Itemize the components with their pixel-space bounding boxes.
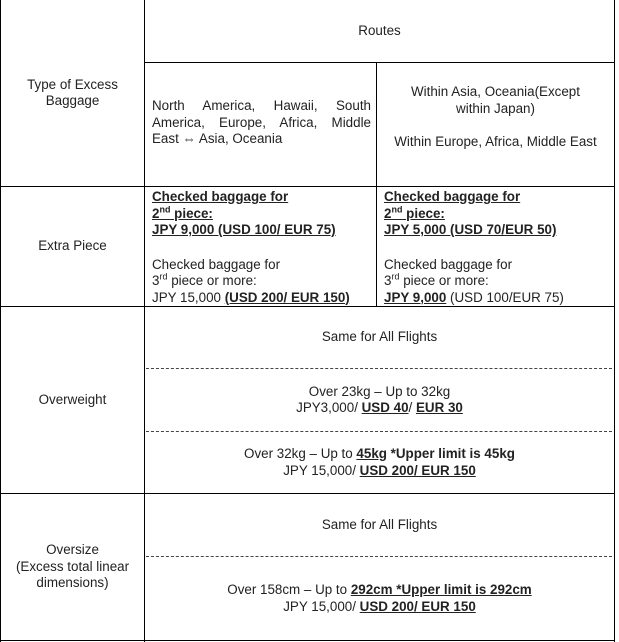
oversize-label-detail-2: dimensions) [36, 575, 109, 591]
overweight-tier-2-price: JPY 15,000/ USD 200/ EUR 150 [283, 462, 476, 478]
route-a-third-title: Checked baggage for [152, 256, 281, 272]
oversize-same-cell [145, 494, 614, 556]
overweight-same-label: Same for All Flights [321, 329, 438, 345]
extra-piece-route-a [152, 189, 374, 306]
overweight-tier-2-range: Over 32kg – Up to 45kg *Upper limit is 45kg [244, 446, 515, 461]
route-b-third-title-2: 3rd piece or more: [384, 271, 489, 288]
route-a-line-3: East ⇔ Asia, Oceania [152, 131, 283, 146]
table-border-bottom [0, 640, 615, 641]
route-b-europe: Within Europe, Africa, Middle East [394, 134, 597, 149]
route-b-second-price: JPY 5,000 (USD 70/EUR 50) [384, 222, 557, 237]
bidirectional-arrow-icon: ⇔ [182, 131, 196, 146]
route-a-second-title: Checked baggage for [152, 189, 289, 204]
route-a-line-2: America, Europe, Africa, Middle [152, 114, 371, 130]
extra-piece-label-cell [1, 187, 144, 306]
row-divider-routes [144, 62, 615, 63]
extra-piece-route-b [384, 189, 612, 306]
route-a-second-price: JPY 9,000 (USD 100/ EUR 75) [152, 222, 336, 237]
routes-header [145, 0, 614, 62]
route-a-third-price: JPY 15,000 (USD 200/ EUR 150) [152, 289, 350, 305]
routes-header-label: Routes [358, 22, 401, 38]
oversize-label-detail-1: (Excess total linear [15, 558, 130, 574]
route-b-third-title: Checked baggage for [384, 256, 513, 272]
route-a-header [152, 98, 371, 148]
route-b-second-title: Checked baggage for [384, 189, 521, 204]
route-b-third-price: JPY 9,000 (USD 100/EUR 75) [384, 289, 564, 305]
oversize-tier-price: JPY 15,000/ USD 200/ EUR 150 [283, 598, 476, 614]
route-b-asia-line-2: within Japan) [456, 100, 535, 116]
overweight-label-cell [1, 307, 144, 493]
overweight-same-cell [145, 307, 614, 368]
overweight-tier-2 [145, 432, 614, 493]
oversize-label-cell [1, 494, 144, 640]
route-a-line-1: North America, Hawaii, South [152, 98, 371, 113]
oversize-same-label: Same for All Flights [321, 516, 438, 532]
oversize-label: Oversize [46, 542, 99, 558]
oversize-tier-range: Over 158cm – Up to 292cm *Upper limit is 292cm [227, 582, 532, 597]
route-b-second-title-2: 2nd piece: [384, 204, 445, 221]
route-a-second-title-2: 2nd piece: [152, 204, 213, 221]
overweight-tier-1 [145, 369, 614, 431]
extra-piece-label: Extra Piece [38, 238, 107, 254]
route-b-asia-line-1: Within Asia, Oceania(Except [411, 84, 580, 99]
type-header-label: Type of Excess Baggage [27, 76, 118, 108]
overweight-tier-1-price: JPY3,000/ USD 40/ EUR 30 [296, 400, 463, 415]
overweight-label: Overweight [38, 391, 107, 407]
route-a-third-title-2: 3rd piece or more: [152, 271, 257, 288]
type-header [1, 0, 144, 186]
table-border-right [614, 0, 615, 642]
overweight-tier-1-range: Over 23kg – Up to 32kg [308, 383, 451, 399]
route-b-header [377, 84, 614, 151]
oversize-tier [145, 557, 614, 640]
